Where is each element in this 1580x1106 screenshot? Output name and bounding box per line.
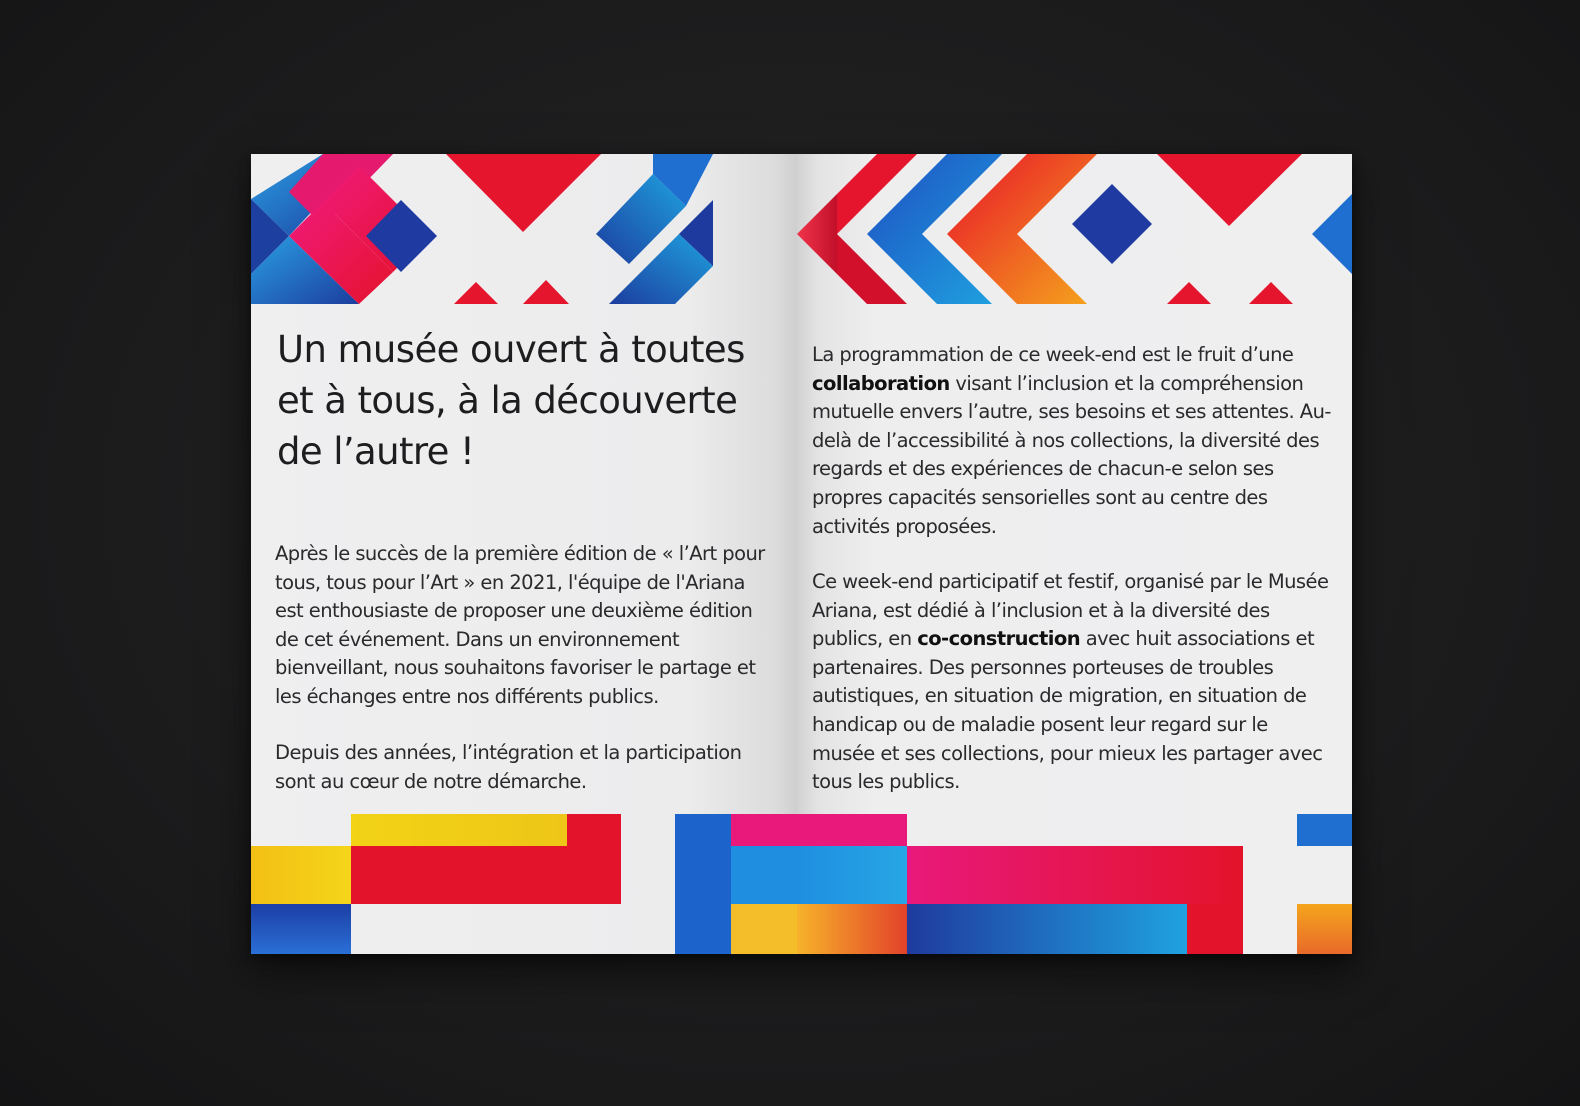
- weekend-text-after: avec huit associations et partenaires. Des personnes porteuses de troubles autistiques, en situation de migration, en situation de handicap ou de maladie posent leur regard sur le musée et ses collections, pour mieux les partager avec tous les publics.: [812, 627, 1323, 794]
- weekend-paragraph: [812, 568, 1332, 797]
- commitment-paragraph: Depuis des années, l’intégration et la participation sont au cœur de notre démarche.: [275, 741, 742, 793]
- brochure-spread: [251, 154, 1352, 954]
- page-title: Un musée ouvert à toutes et à tous, à la découverte de l’autre !: [277, 328, 745, 473]
- co-construction-emphasis: co-construction: [917, 627, 1081, 651]
- left-page: [251, 154, 797, 954]
- collaboration-paragraph: [812, 341, 1332, 541]
- collaboration-emphasis: collaboration: [812, 371, 950, 395]
- intro-paragraph: Après le succès de la première édition de « l’Art pour tous, tous pour l’Art » en 2021, l'équipe de l'Ariana est enthousiaste de proposer une deuxième édition de cet événement. Dans un environnement bienveillant, nous souhaitons favoriser le partage et les échanges entre nos différents publics.: [275, 542, 765, 708]
- right-page: [797, 154, 1352, 954]
- collaboration-text-after: visant l’inclusion et la compréhension mutuelle envers l’autre, ses besoins et ses attentes. Au-delà de l’accessibilité à nos collections, la diversité des regards et des expériences de chacun-e selon ses propres capacités sensorielles sont au centre des activités proposées.: [812, 371, 1331, 538]
- collaboration-text-before: La programmation de ce week-end est le fruit d’une: [812, 343, 1294, 366]
- weekend-text-before: Ce week-end participatif et festif, organisé par le Musée Ariana, est dédié à l’inclusion et à la diversité des publics, en: [812, 570, 1329, 651]
- right-page-pattern: [797, 154, 1352, 954]
